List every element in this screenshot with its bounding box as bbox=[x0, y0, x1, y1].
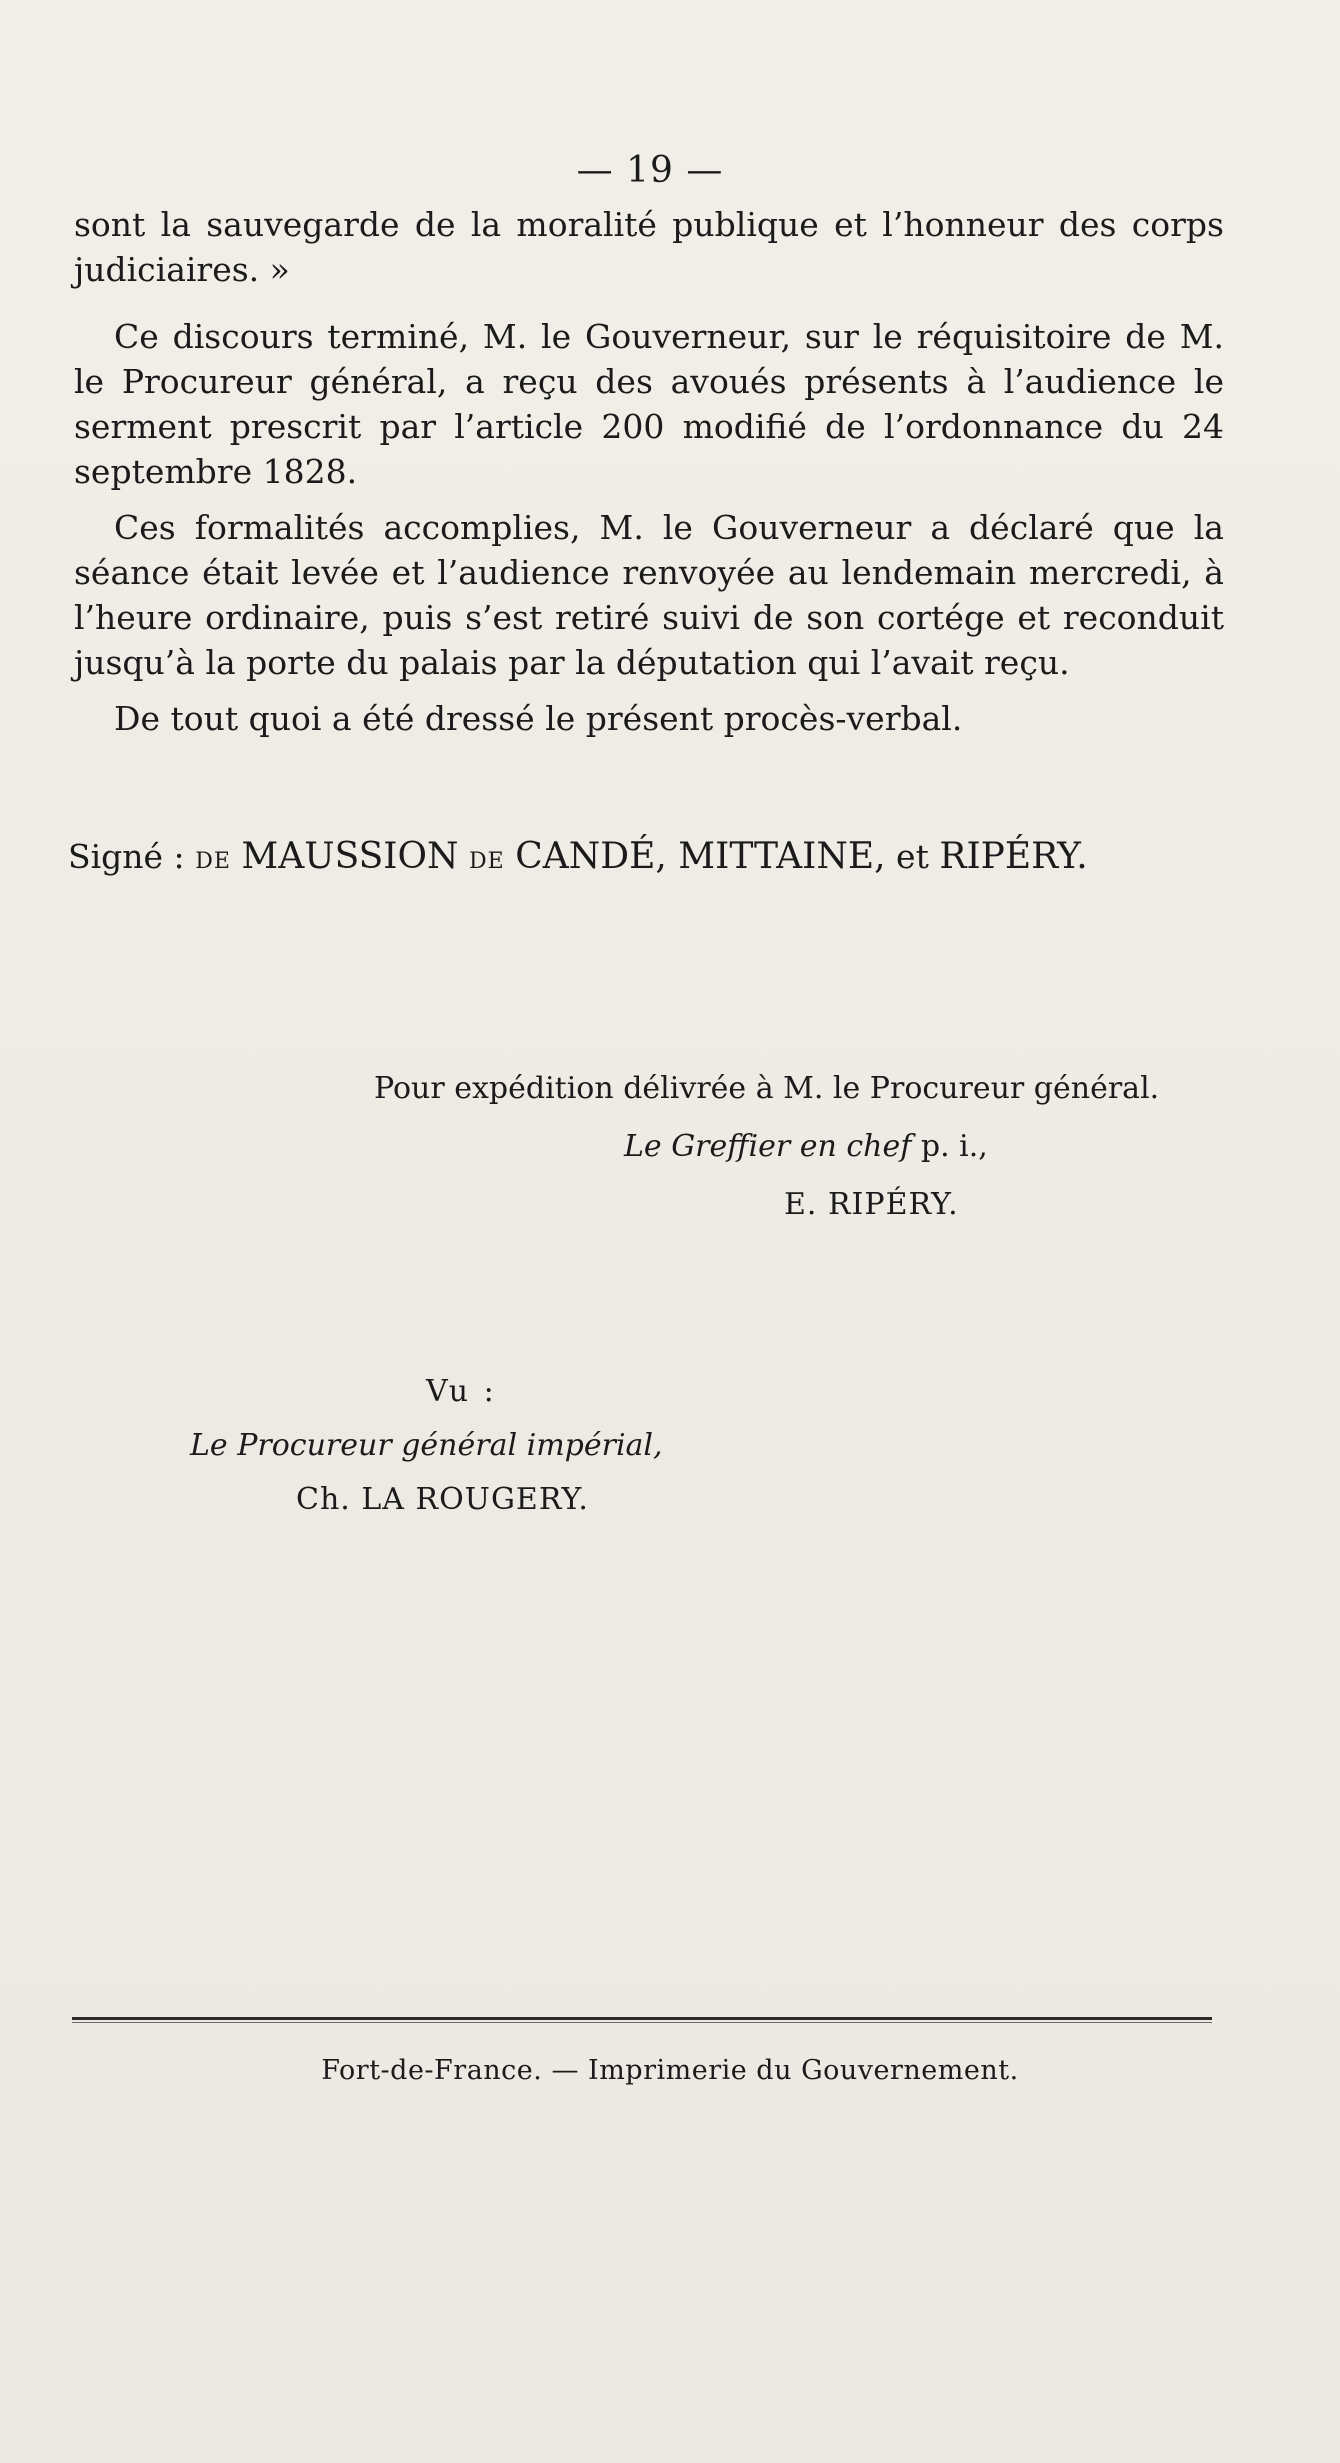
procureur-initial: Ch. bbox=[296, 1482, 351, 1517]
signatures-prefix: Signé : bbox=[68, 837, 185, 876]
paragraph-formalites: Ces formalités accomplies, M. le Gouverneur a déclaré que la séance était levée et l’audience renvoyée au lendemain mercredi, à l’heure ordinaire, puis s’est retiré suivi de son cortége et reconduit jusqu’à la porte du palais par la députation qui l’avait reçu. bbox=[74, 508, 1224, 682]
expedition-block bbox=[374, 1060, 1234, 1234]
paragraph-proces-verbal: De tout quoi a été dressé le présent procès-verbal. bbox=[114, 699, 963, 738]
expedition-role bbox=[374, 1118, 1234, 1176]
greffier-suffix: p. i., bbox=[920, 1129, 988, 1164]
signatory-ripery: RIPÉRY. bbox=[939, 836, 1088, 877]
vu-label: Vu : bbox=[426, 1374, 497, 1409]
footer-divider bbox=[72, 2017, 1212, 2020]
greffier-name: E. RIPÉRY. bbox=[784, 1187, 959, 1222]
signatures-particle-1: DE bbox=[195, 849, 231, 874]
body-text bbox=[74, 202, 1224, 752]
footer-divider-thin bbox=[72, 2022, 1212, 2023]
printer-imprint: Fort-de-France. — Imprimerie du Gouvernement. bbox=[321, 2055, 1019, 2086]
greffier-title: Le Greffier en chef bbox=[624, 1129, 912, 1164]
page-number: — 19 — bbox=[576, 150, 724, 191]
signatures-conjunction: et bbox=[896, 837, 929, 876]
procureur-surname: LA ROUGERY. bbox=[361, 1482, 589, 1517]
signatures-line bbox=[68, 836, 1228, 877]
expedition-statement: Pour expédition délivrée à M. le Procureur général. bbox=[374, 1071, 1160, 1106]
paragraph-continuation: sont la sauvegarde de la moralité publique et l’honneur des corps judiciaires. » bbox=[74, 205, 1224, 289]
vu-block bbox=[190, 1365, 890, 1527]
signatory-cande-mittaine: CANDÉ, MITTAINE, bbox=[515, 836, 886, 877]
procureur-name bbox=[190, 1473, 890, 1527]
procureur-title: Le Procureur général impérial, bbox=[190, 1428, 663, 1463]
paragraph-discours: Ce discours terminé, M. le Gouverneur, sur le réquisitoire de M. le Procureur général, a reçu des avoués présents à l’audience le serment prescrit par l’article 200 modifié de l’ordonnance du 24 septembre 1828. bbox=[74, 317, 1224, 491]
signatures-particle-2: DE bbox=[469, 849, 505, 874]
signatory-maussion: MAUSSION bbox=[241, 836, 459, 877]
